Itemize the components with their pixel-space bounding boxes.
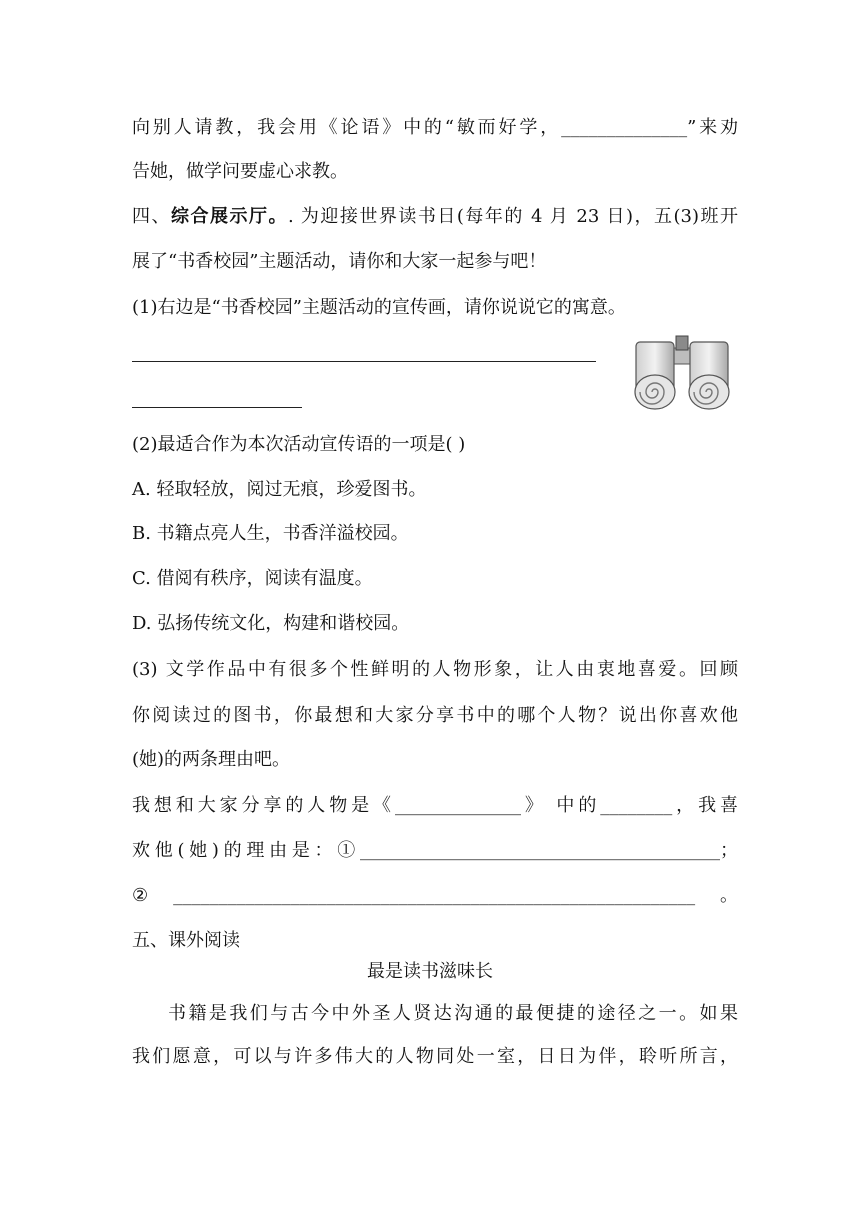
section-4-intro: . 为迎接世界读书日(每年的 4 月 23 日)，五(3)班开 [287,206,739,227]
reading-paragraph-line-1: 书籍是我们与古今中外圣人贤达沟通的最便捷的途径之一。如果 [168,1003,738,1024]
reason-2-line[interactable]: ②__________________________________________________________。 [132,885,738,906]
section-5-heading: 五、课外阅读 [132,930,240,951]
question-1: (1)右边是“书香校园”主题活动的宣传画，请你说说它的寓意。 [132,297,626,318]
section-4-heading [132,205,738,229]
section-4-number: 四、 [132,206,171,227]
option-c[interactable]: C. 借阅有秩序，阅读有温度。 [132,568,373,589]
question-2: (2)最适合作为本次活动宣传语的一项是( ) [132,434,466,455]
line-4: 展了“书香校园”主题活动，请你和大家一起参与吧！ [132,251,547,272]
answer-blank-1a[interactable] [132,361,596,362]
option-a[interactable]: A. 轻取轻放，阅过无痕，珍爱图书。 [132,479,427,500]
reason-1-line[interactable]: 欢他(她)的理由是：①________________________________________； [132,840,738,861]
reading-title: 最是读书滋味长 [367,961,493,982]
share-character-line[interactable]: 我想和大家分享的人物是《______________》 中的________，我喜 [132,795,738,816]
line-1: 向别人请教，我会用《论语》中的“敏而好学，______________”来劝 [132,117,738,138]
reading-paragraph-line-2: 我们愿意，可以与许多伟大的人物同处一室，日日为伴，聆听所言， [132,1046,738,1067]
question-3-line-3: (她)的两条理由吧。 [132,749,291,770]
answer-blank-1b[interactable] [132,407,302,408]
question-3-line-2: 你阅读过的图书，你最想和大家分享书中的哪个人物？说出你喜欢他 [132,705,738,726]
option-b[interactable]: B. 书籍点亮人生，书香洋溢校园。 [132,523,409,544]
line-2: 告她，做学问要虚心求教。 [132,161,348,182]
section-4-title: 综合展示厅。 [171,206,288,227]
book-scroll-illustration [630,330,734,412]
question-3-line-1: (3) 文学作品中有很多个性鲜明的人物形象，让人由衷地喜爱。回顾 [132,659,738,680]
option-d[interactable]: D. 弘扬传统文化，构建和谐校园。 [132,613,410,634]
